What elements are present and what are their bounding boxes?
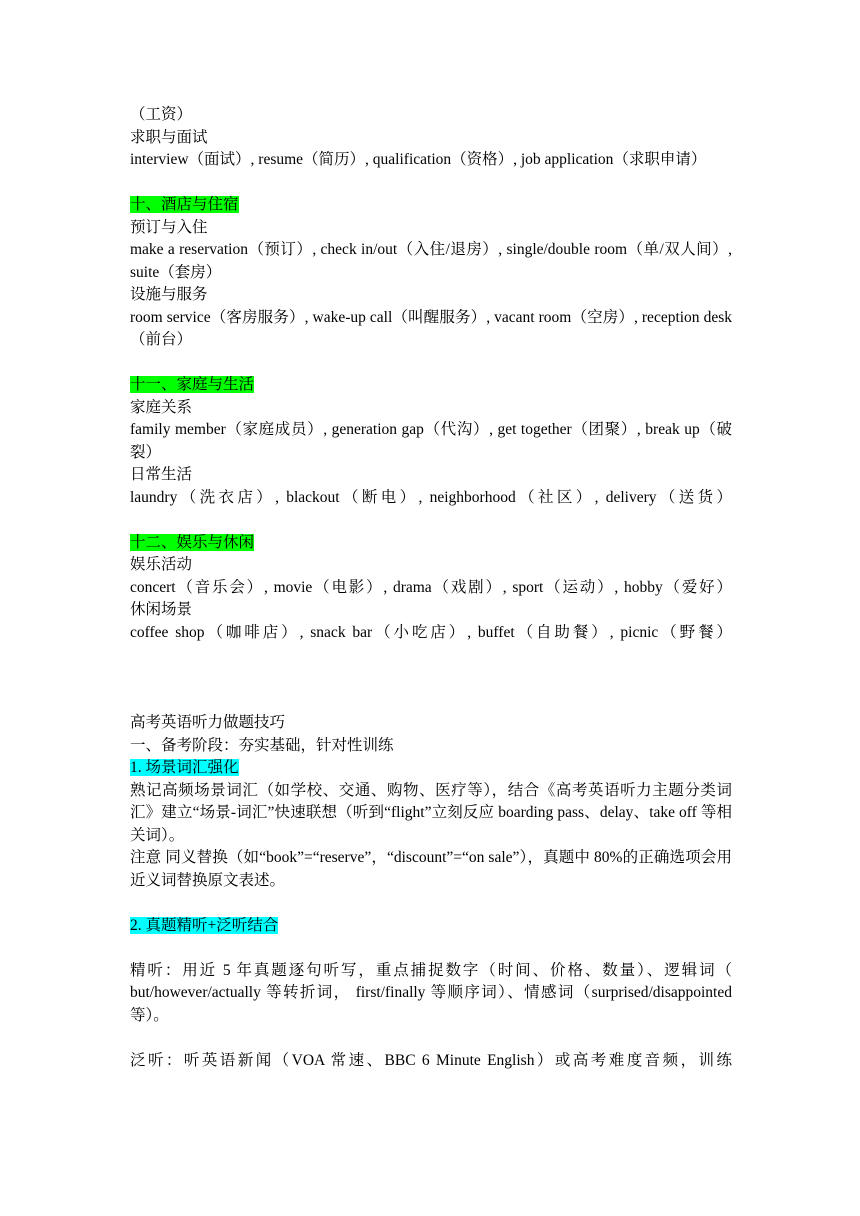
subheading-leisure: 休闲场景 [130, 601, 193, 618]
spacer [130, 172, 732, 195]
vocab-leisure: coffee shop（咖啡店）, snack bar（小吃店）, buffet（自助餐）, picnic（野餐） [130, 623, 732, 641]
tip-synonym-paragraph: 注意 同义替换（如“book”=“reserve”，“discount”=“on sale”），真题中 80%的正确选项会用近义词替换原文表述。 [130, 849, 732, 889]
section-heading-hotel [130, 194, 732, 217]
section-heading-entertainment-text: 十二、娱乐与休闲 [130, 533, 255, 551]
subheading-entertainment: 娱乐活动 [130, 556, 193, 573]
document-page [130, 104, 732, 1072]
spacer [130, 1027, 732, 1050]
tips-title: 高考英语听力做题技巧 [130, 714, 286, 731]
subheading-booking: 预订与入住 [130, 218, 208, 236]
vocab-daily-life: laundry（洗衣店）, blackout（断电）, neighborhood（社区）, delivery（送货） [130, 488, 732, 506]
section-heading-entertainment [130, 532, 732, 555]
vocab-job-interview: interview（面试）, resume（简历）, qualification（资格）, job application（求职申请） [130, 151, 707, 168]
tip-vocab-paragraph: 熟记高频场景词汇（如学校、交通、购物、医疗等），结合《高考英语听力主题分类词汇》建立“场景-词汇”快速联想（听到“flight”立刻反应 boarding pass、delay、take off 等相关词）。 [130, 781, 732, 844]
tip-heading-vocab [130, 757, 732, 780]
spacer [130, 937, 732, 960]
subheading-daily-life: 日常生活 [130, 466, 193, 483]
spacer [130, 352, 732, 375]
vocab-facilities: room service（客房服务）, wake-up call（叫醒服务）, vacant room（空房）, reception desk（前台） [130, 308, 732, 348]
tip-heading-vocab-text: 1. 场景词汇强化 [130, 759, 239, 776]
tip-extensive-listening: 泛听：听英语新闻（VOA 常速、BBC 6 Minute English）或高考难度音频，训练 [130, 1051, 732, 1069]
tip-heading-listening [130, 915, 732, 938]
subheading-family-relations: 家庭关系 [130, 398, 193, 416]
vocab-family-relations: family member（家庭成员）, generation gap（代沟）, get together（团聚）, break up（破裂） [130, 421, 732, 461]
vocab-entertainment: concert（音乐会）, movie（电影）, drama（戏剧）, sport（运动）, hobby（爱好） [130, 578, 732, 596]
vocab-booking: make a reservation（预订）, check in/out（入住/退房）, single/double room（单/双人间）, suite（套房） [130, 241, 732, 281]
subheading-facilities: 设施与服务 [130, 286, 208, 303]
section-heading-hotel-text: 十、酒店与住宿 [130, 196, 239, 213]
subheading-job-interview: 求职与面试 [130, 128, 208, 146]
spacer [130, 509, 732, 532]
tip-intensive-listening: 精听：用近 5 年真题逐句听写，重点捕捉数字（时间、价格、数量）、逻辑词（ but/however/actually 等转折词， first/finally 等顺序词）、情感词（surprised/disappointed 等）。 [130, 961, 732, 1024]
tip-heading-listening-text: 2. 真题精听+泛听结合 [130, 916, 279, 934]
salary-fragment: （工资） [130, 106, 193, 123]
spacer [130, 892, 732, 915]
section-heading-family-text: 十一、家庭与生活 [130, 376, 255, 393]
section-heading-family [130, 374, 732, 397]
spacer [130, 644, 732, 712]
stage-heading: 一、备考阶段：夯实基础，针对性训练 [130, 736, 394, 754]
